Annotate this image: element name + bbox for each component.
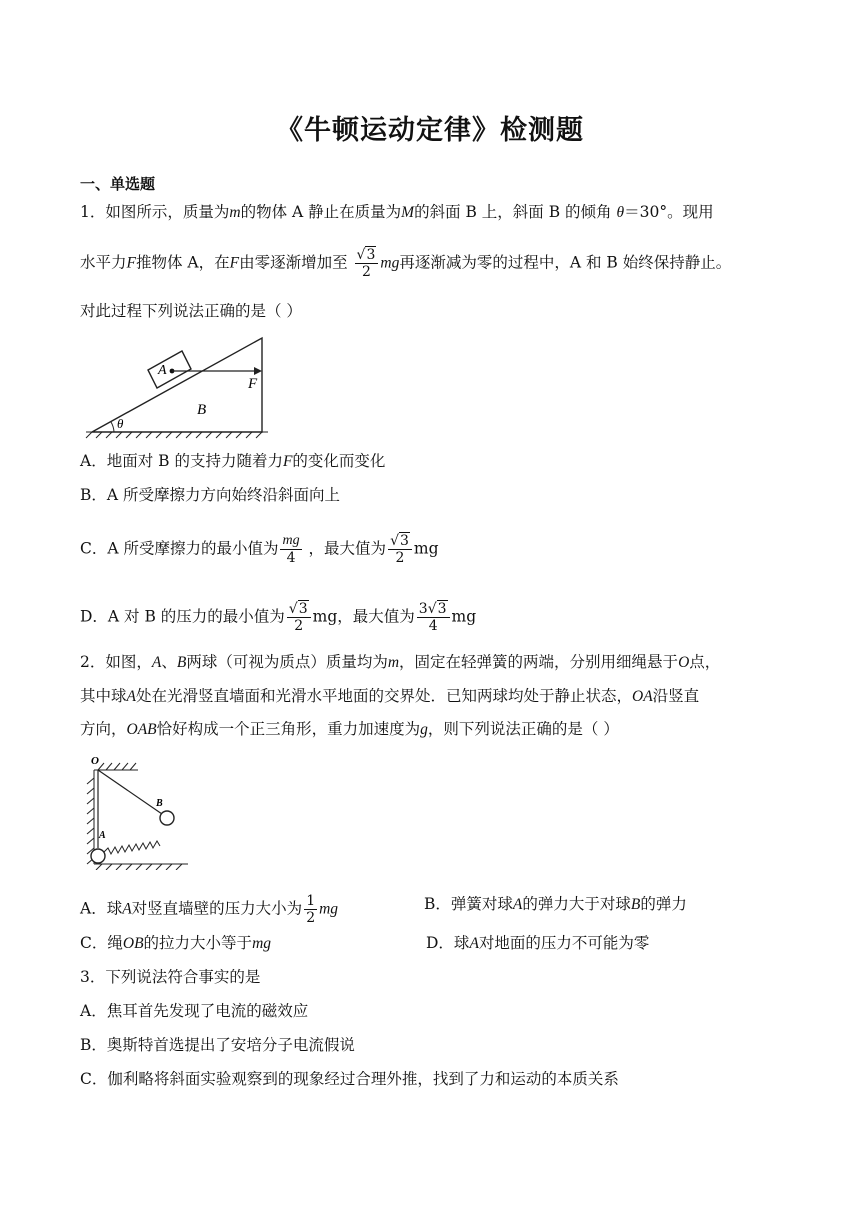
q2-option-c: C．绳OB的拉力大小等于mg bbox=[80, 934, 272, 952]
q1-line-2: 水平力F推物体 A，在F由零逐渐增加至 $\frac{√3}{2}$ mg再逐渐减为零的过程中，A 和 B 始终保持静止。 bbox=[80, 247, 732, 280]
ground-hatching bbox=[86, 432, 268, 438]
ball-A bbox=[91, 849, 105, 863]
q2-line-1: 2．如图，A、B两球（可视为质点）质量均为m，固定在轻弹簧的两端，分别用细绳悬于O点， bbox=[80, 653, 721, 671]
q1-line-3: 对此过程下列说法正确的是（ ） bbox=[80, 302, 302, 320]
q3-option-b: B．奥斯特首选提出了安培分子电流假说 bbox=[80, 1036, 355, 1054]
q1-option-d: D．A 对 B 的压力的最小值为 $\frac{√3}{2}$ mg，最大值为 $\frac{3√3}{4}$ mg bbox=[80, 601, 477, 634]
page-title: 《牛顿运动定律》检测题 bbox=[276, 115, 584, 146]
q3-stem: 3．下列说法符合事实的是 bbox=[80, 968, 261, 986]
q3-option-c: C．伽利略将斜面实验观察到的现象经过合理外推，找到了力和运动的本质关系 bbox=[80, 1070, 619, 1088]
q2-option-b: B．弹簧对球A的弹力大于对球B的弹力 bbox=[424, 895, 687, 913]
wall-hatching bbox=[87, 770, 94, 864]
theta-arc bbox=[111, 422, 114, 432]
q1-option-b: B．A 所受摩擦力方向始终沿斜面向上 bbox=[80, 486, 341, 504]
q2-option-d: D．球A对地面的压力不可能为零 bbox=[426, 934, 650, 952]
rope-OB bbox=[98, 770, 162, 814]
spring bbox=[104, 841, 160, 854]
label-B: B bbox=[197, 402, 207, 418]
q1-incline-figure bbox=[84, 336, 274, 440]
section-heading: 一、单选题 bbox=[80, 175, 156, 193]
label-theta: θ bbox=[117, 416, 124, 431]
floor-hatching bbox=[94, 864, 188, 870]
q1-line-1: 1．如图所示，质量为m的物体 A 静止在质量为M的斜面 B 上，斜面 B 的倾角 θ＝30°。现用 bbox=[80, 203, 714, 221]
q1-option-c: C．A 所受摩擦力的最小值为 $\frac{mg}{4}$ ，最大值为 $\frac{√3}{2}$ mg bbox=[80, 533, 439, 566]
arrow-head-icon bbox=[254, 367, 262, 375]
label-A: A bbox=[158, 363, 167, 378]
q2-line-3: 方向，OAB恰好构成一个正三角形，重力加速度为g，则下列说法正确的是（ ） bbox=[80, 720, 619, 738]
q2-option-a: A．球A对竖直墙壁的压力大小为 $\frac{1}{2}$ mg bbox=[80, 893, 339, 926]
label-A: A bbox=[99, 830, 106, 841]
q2-spring-figure bbox=[78, 752, 192, 870]
ceiling-hatching bbox=[94, 763, 138, 770]
ball-B bbox=[160, 811, 174, 825]
block-A bbox=[148, 351, 191, 388]
q2-line-2: 其中球A处在光滑竖直墙面和光滑水平地面的交界处．已知两球均处于静止状态，OA沿竖直 bbox=[80, 687, 700, 705]
q3-option-a: A．焦耳首先发现了电流的磁效应 bbox=[80, 1002, 309, 1020]
label-B: B bbox=[156, 798, 163, 809]
label-F: F bbox=[248, 376, 258, 392]
q1-option-a: A．地面对 B 的支持力随着力F的变化而变化 bbox=[80, 452, 386, 470]
fraction-sqrt3-over-2: $\frac{√3}{2}$ bbox=[355, 247, 379, 280]
label-O: O bbox=[91, 755, 99, 767]
